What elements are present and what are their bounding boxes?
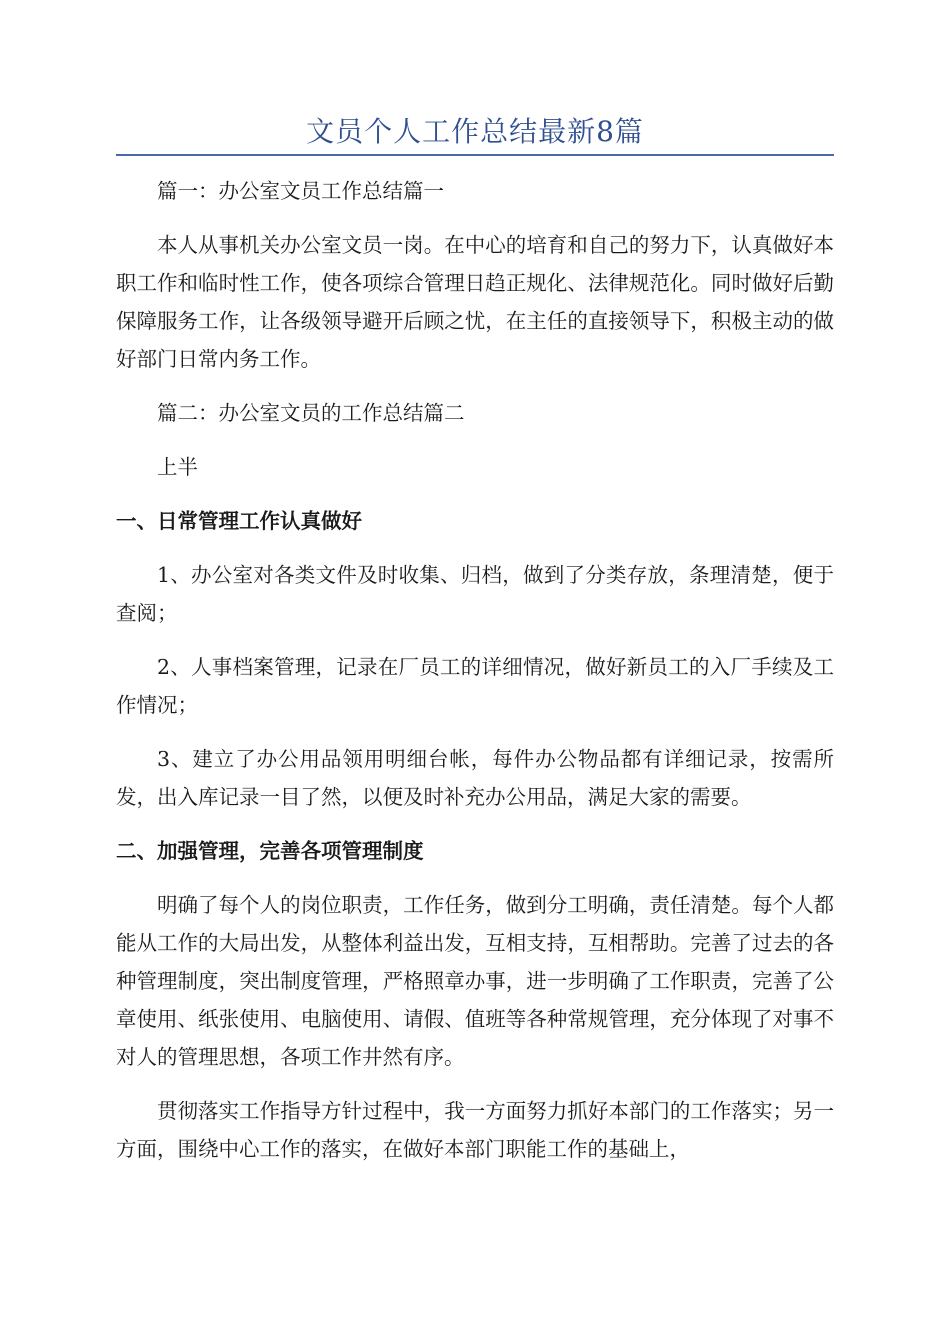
title-underline (116, 154, 834, 156)
bold-heading: 一、日常管理工作认真做好 (116, 509, 362, 533)
list-paragraph: 3、建立了办公用品领用明细台帐，每件办公物品都有详细记录，按需所发，出入库记录一目了然，以便及时补充办公用品，满足大家的需要。 (116, 747, 834, 809)
document-body (116, 172, 834, 1184)
section-heading-chapter-1: 篇一：办公室文员工作总结篇一 (157, 179, 444, 203)
paragraph: 明确了每个人的岗位职责，工作任务，做到分工明确，责任清楚。每个人都能从工作的大局出发，从整体利益出发，互相支持，互相帮助。完善了过去的各种管理制度，突出制度管理，严格照章办事，进一步明确了工作职责，完善了公章使用、纸张使用、电脑使用、请假、值班等各种常规管理，充分体现了对事不对人的管理思想，各项工作井然有序。 (116, 893, 834, 1069)
list-paragraph: 2、人事档案管理，记录在厂员工的详细情况，做好新员工的入厂手续及工作情况； (116, 655, 834, 717)
paragraph: 本人从事机关办公室文员一岗。在中心的培育和自己的努力下，认真做好本职工作和临时性工作，使各项综合管理日趋正规化、法律规范化。同时做好后勤保障服务工作，让各级领导避开后顾之忧，在主任的直接领导下，积极主动的做好部门日常内务工作。 (116, 233, 834, 371)
section-heading-chapter-2: 篇二：办公室文员的工作总结篇二 (157, 401, 465, 425)
bold-heading: 二、加强管理，完善各项管理制度 (116, 839, 424, 863)
paragraph: 上半 (157, 455, 198, 479)
document-title: 文员个人工作总结最新8篇 (306, 115, 644, 148)
paragraph: 贯彻落实工作指导方针过程中，我一方面努力抓好本部门的工作落实；另一方面，围绕中心工作的落实，在做好本部门职能工作的基础上， (116, 1099, 834, 1161)
list-paragraph: 1、办公室对各类文件及时收集、归档，做到了分类存放，条理清楚，便于查阅； (116, 563, 834, 625)
